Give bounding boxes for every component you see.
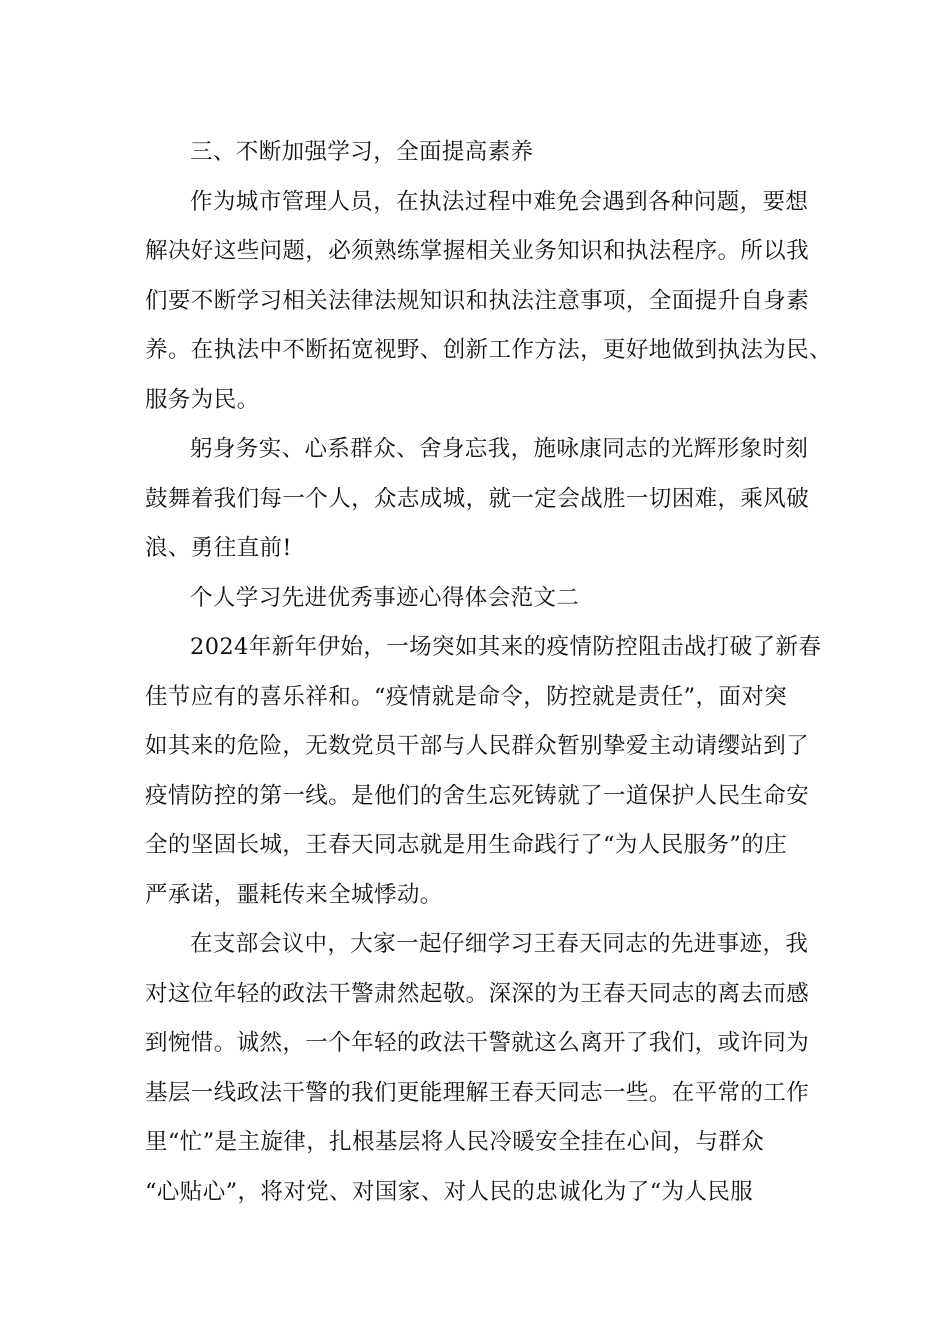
paragraph-learning: [145, 178, 833, 426]
text-line: 严承诺，噩耗传来全城悸动。: [145, 881, 443, 908]
text-line: 服务为民。: [145, 386, 260, 413]
text-line: 养。在执法中不断拓宽视野、创新工作方法，更好地做到执法为民、: [145, 337, 833, 363]
text-line: 里“忙”是主旋律，扎根基层将人民冷暖安全挂在心间，与群众: [145, 1129, 765, 1155]
text-line: 们要不断学习相关法律法规知识和执法注意事项，全面提升自身素: [145, 287, 810, 314]
text-line: 躬身务实、心系群众、舍身忘我，施咏康同志的光辉形象时刻: [190, 436, 809, 462]
text-line: 作为城市管理人员，在执法过程中难免会遇到各种问题，要想: [190, 188, 809, 215]
section-heading-learning: [145, 128, 810, 178]
text-line: 2024年新年伊始，一场突如其来的疫情防控阻击战打破了新春: [190, 634, 822, 660]
text-line: “心贴心”，将对党、对国家、对人民的忠诚化为了“为人民服: [145, 1178, 754, 1205]
paragraph-branch-meeting: [145, 920, 810, 1217]
text-line: 如其来的危险，无数党员干部与人民群众暂别挚爱主动请缨站到了: [145, 733, 810, 759]
text-line: 解决好这些问题，必须熟练掌握相关业务知识和执法程序。所以我: [145, 238, 810, 264]
document-body: [145, 128, 833, 1217]
text-line: 疫情防控的第一线。是他们的舍生忘死铸就了一道保护人民生命安: [145, 782, 810, 809]
text-line: 浪、勇往直前!: [145, 535, 292, 561]
text-line: 全的坚固长城，王春天同志就是用生命践行了“为人民服务”的庄: [145, 832, 788, 858]
paragraph-encouragement: [145, 425, 810, 574]
text-line: 到惋惜。诚然，一个年轻的政法干警就这么离开了我们，或许同为: [145, 1030, 810, 1056]
text-line: 基层一线政法干警的我们更能理解王春天同志一些。在平常的工作: [145, 1079, 810, 1106]
text-line: 佳节应有的喜乐祥和。“疫情就是命令，防控就是责任”，面对突: [145, 683, 788, 710]
paragraph-epidemic: [145, 623, 822, 920]
text-line: 对这位年轻的政法干警肃然起敬。深深的为王春天同志的离去而感: [145, 980, 810, 1007]
text-line: 在支部会议中，大家一起仔细学习王春天同志的先进事迹，我: [190, 931, 809, 957]
text-line: 个人学习先进优秀事迹心得体会范文二: [190, 584, 580, 611]
text-line: 鼓舞着我们每一个人，众志成城，就一定会战胜一切困难，乘风破: [145, 485, 810, 512]
essay-title-two: [145, 574, 810, 624]
text-line: 三、不断加强学习，全面提高素养: [190, 139, 534, 165]
